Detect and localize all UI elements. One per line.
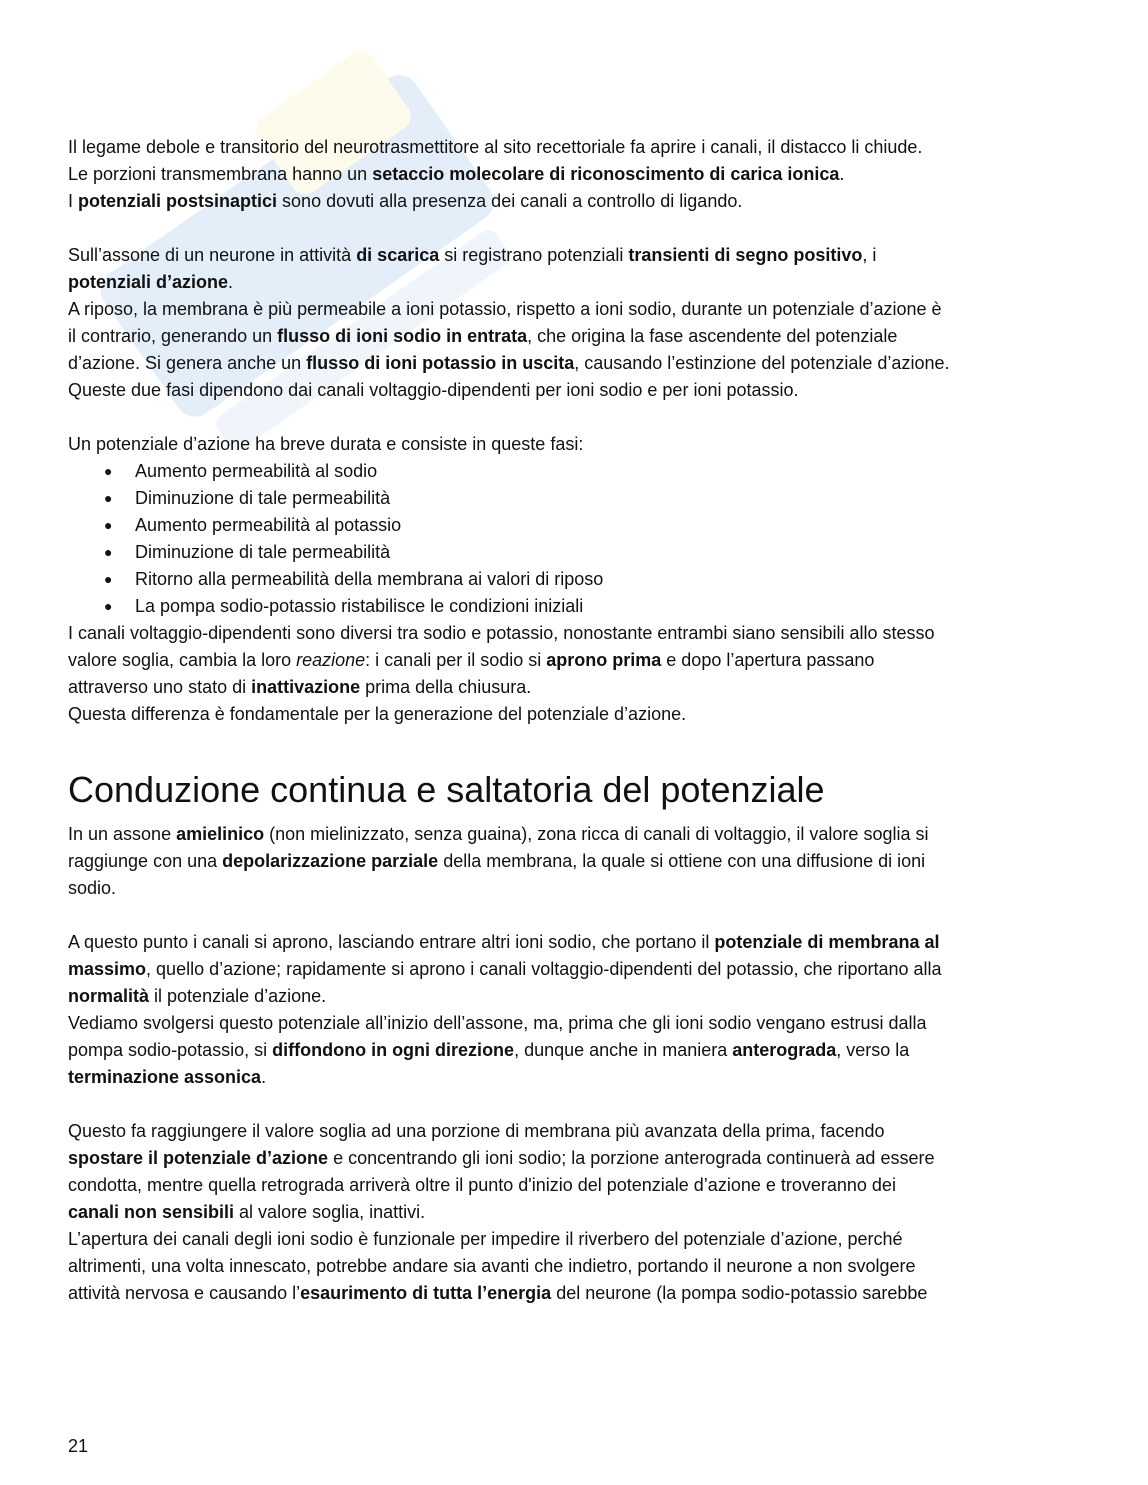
bullet-icon: ● xyxy=(104,544,113,560)
text-run: e dopo l’apertura passano xyxy=(661,650,875,670)
paragraph xyxy=(68,242,1088,404)
text-line xyxy=(68,983,1088,1010)
text-run: I xyxy=(68,191,79,211)
text-run: , causando l’estinzione del potenziale d’azione. xyxy=(574,353,950,373)
bold-text: normalità xyxy=(68,986,150,1006)
text-run: Questo fa raggiungere il valore soglia ad una porzione di membrana più avanzata della prima, facendo xyxy=(68,1121,885,1141)
bold-text: canali non sensibili xyxy=(68,1202,235,1222)
text-line xyxy=(68,701,1088,728)
text-run: L’apertura dei canali degli ioni sodio è funzionale per impedire il riverbero del potenziale d’azione, perché xyxy=(68,1229,903,1249)
text-run: A riposo, la membrana è più permeabile a ioni potassio, rispetto a ioni sodio, durante un potenziale d’azione è xyxy=(68,299,942,319)
list-item-text: Aumento permeabilità al sodio xyxy=(135,461,378,481)
list-item xyxy=(68,566,1088,593)
bold-text: depolarizzazione parziale xyxy=(222,851,439,871)
text-line xyxy=(68,1037,1088,1064)
text-run: del neurone (la pompa sodio-potassio sarebbe xyxy=(551,1283,928,1303)
text-line xyxy=(68,1010,1088,1037)
list-item-text: Aumento permeabilità al potassio xyxy=(135,515,402,535)
paragraph xyxy=(68,1118,1088,1307)
bold-text: potenziale di membrana al xyxy=(714,932,940,952)
bold-text: potenziali d’azione xyxy=(68,272,229,292)
text-run: si registrano potenziali xyxy=(439,245,629,265)
bold-text: terminazione assonica xyxy=(68,1067,262,1087)
paragraph xyxy=(68,929,1088,1091)
text-line xyxy=(68,848,1088,875)
bold-text: aprono prima xyxy=(546,650,662,670)
page-number: 21 xyxy=(68,1436,89,1456)
text-run: I canali voltaggio-dipendenti sono diversi tra sodio e potassio, nonostante entrambi siano sensibili allo stesso xyxy=(68,623,935,643)
text-run: il contrario, generando un xyxy=(68,326,278,346)
text-line xyxy=(68,620,1088,647)
text-run: Queste due fasi dipendono dai canali voltaggio-dipendenti per ioni sodio e per ioni potassio. xyxy=(68,380,799,400)
text-run: Le porzioni transmembrana hanno un xyxy=(68,164,373,184)
paragraph xyxy=(68,431,1088,458)
text-run: valore soglia, cambia la loro xyxy=(68,650,297,670)
text-line xyxy=(68,1118,1088,1145)
text-run: , verso la xyxy=(836,1040,910,1060)
text-run: (non mielinizzato, senza guaina), zona ricca di canali di voltaggio, il valore soglia si xyxy=(264,824,929,844)
text-line xyxy=(68,1199,1088,1226)
bullet-icon: ● xyxy=(104,571,113,587)
bullet-icon: ● xyxy=(104,517,113,533)
text-line xyxy=(68,1226,1088,1253)
bold-text: flusso di ioni potassio in uscita xyxy=(306,353,575,373)
list-item xyxy=(68,485,1088,512)
text-line xyxy=(68,1280,1088,1307)
list-item xyxy=(68,593,1088,620)
text-line xyxy=(68,929,1088,956)
bold-text: potenziali postsinaptici xyxy=(78,191,278,211)
bold-text: diffondono in ogni direzione xyxy=(272,1040,515,1060)
paragraph xyxy=(68,134,1088,215)
text-line xyxy=(68,956,1088,983)
text-line xyxy=(68,1253,1088,1280)
bullet-icon: ● xyxy=(104,598,113,614)
bold-text: transienti di segno positivo xyxy=(628,245,863,265)
text-run: Un potenziale d’azione ha breve durata e consiste in queste fasi: xyxy=(68,434,584,454)
bullet-icon: ● xyxy=(104,490,113,506)
text-run: della membrana, la quale si ottiene con una diffusione di ioni xyxy=(438,851,926,871)
list-item-text: Diminuzione di tale permeabilità xyxy=(135,488,391,508)
text-run: attraverso uno stato di xyxy=(68,677,252,697)
text-run: altrimenti, una volta innescato, potrebbe andare sia avanti che indietro, portando il neurone a non svolgere xyxy=(68,1256,916,1276)
text-run: raggiunge con una xyxy=(68,851,223,871)
list-item-text: La pompa sodio-potassio ristabilisce le condizioni iniziali xyxy=(135,596,584,616)
bold-text: setaccio molecolare di riconoscimento di carica ionica xyxy=(372,164,840,184)
section-heading: Conduzione continua e saltatoria del potenziale xyxy=(68,769,825,810)
text-run: . xyxy=(839,164,845,184)
list-item-text: Ritorno alla permeabilità della membrana ai valori di riposo xyxy=(135,569,604,589)
text-line xyxy=(68,674,1088,701)
text-run: Sull’assone di un neurone in attività xyxy=(68,245,357,265)
text-line xyxy=(68,1064,1088,1091)
bold-text: spostare il potenziale d’azione xyxy=(68,1148,329,1168)
text-line xyxy=(68,323,1088,350)
list-item-text: Diminuzione di tale permeabilità xyxy=(135,542,391,562)
text-run: sodio. xyxy=(68,878,117,898)
text-run: prima della chiusura. xyxy=(360,677,532,697)
text-line xyxy=(68,269,1088,296)
bold-text: flusso di ioni sodio in entrata xyxy=(277,326,528,346)
text-run: , i xyxy=(862,245,877,265)
text-run: Vediamo svolgersi questo potenziale all’inizio dell’assone, ma, prima che gli ioni sodio vengano estrusi dalla xyxy=(68,1013,927,1033)
text-run: . xyxy=(261,1067,267,1087)
text-line xyxy=(68,875,1088,902)
bullet-list xyxy=(68,458,1088,620)
text-run: : i canali per il sodio si xyxy=(365,650,547,670)
text-run: Il legame debole e transitorio del neurotrasmettitore al sito recettoriale fa aprire i canali, il distacco li chiude. xyxy=(68,137,923,157)
text-run: Questa differenza è fondamentale per la generazione del potenziale d’azione. xyxy=(68,704,687,724)
bold-text: anterograda xyxy=(732,1040,837,1060)
text-run: In un assone xyxy=(68,824,177,844)
text-line xyxy=(68,647,1088,674)
bold-text: amielinico xyxy=(176,824,265,844)
list-item xyxy=(68,458,1088,485)
text-line xyxy=(68,377,1088,404)
document-body xyxy=(68,134,1088,1334)
text-run: , che origina la fase ascendente del potenziale xyxy=(527,326,898,346)
text-line xyxy=(68,350,1088,377)
bold-text: esaurimento di tutta l’energia xyxy=(300,1283,552,1303)
text-line xyxy=(68,134,1088,161)
text-line xyxy=(68,161,1088,188)
text-run: sono dovuti alla presenza dei canali a controllo di ligando. xyxy=(277,191,743,211)
bold-text: inattivazione xyxy=(251,677,361,697)
italic-text: reazione xyxy=(296,650,366,670)
text-run: il potenziale d’azione. xyxy=(149,986,327,1006)
text-run: e concentrando gli ioni sodio; la porzione anterograda continuerà ad essere xyxy=(328,1148,935,1168)
text-line xyxy=(68,188,1088,215)
text-line xyxy=(68,431,1088,458)
paragraph xyxy=(68,821,1088,902)
paragraph xyxy=(68,620,1088,728)
bullet-icon: ● xyxy=(104,463,113,479)
text-run: d’azione. Si genera anche un xyxy=(68,353,307,373)
list-item xyxy=(68,512,1088,539)
bold-text: massimo xyxy=(68,959,147,979)
text-run: al valore soglia, inattivi. xyxy=(234,1202,426,1222)
text-run: A questo punto i canali si aprono, lasciando entrare altri ioni sodio, che portano il xyxy=(68,932,715,952)
text-run: pompa sodio-potassio, si xyxy=(68,1040,273,1060)
text-run: attività nervosa e causando l’ xyxy=(68,1283,301,1303)
text-run: , quello d’azione; rapidamente si aprono i canali voltaggio-dipendenti del potassio, che riportano alla xyxy=(146,959,942,979)
text-run: condotta, mentre quella retrograda arriverà oltre il punto d'inizio del potenziale d’azione e troveranno dei xyxy=(68,1175,896,1195)
text-line xyxy=(68,296,1088,323)
text-line xyxy=(68,1145,1088,1172)
text-run: , dunque anche in maniera xyxy=(514,1040,733,1060)
bold-text: di scarica xyxy=(356,245,440,265)
text-line xyxy=(68,821,1088,848)
text-run: . xyxy=(228,272,234,292)
text-line xyxy=(68,1172,1088,1199)
text-line xyxy=(68,242,1088,269)
list-item xyxy=(68,539,1088,566)
